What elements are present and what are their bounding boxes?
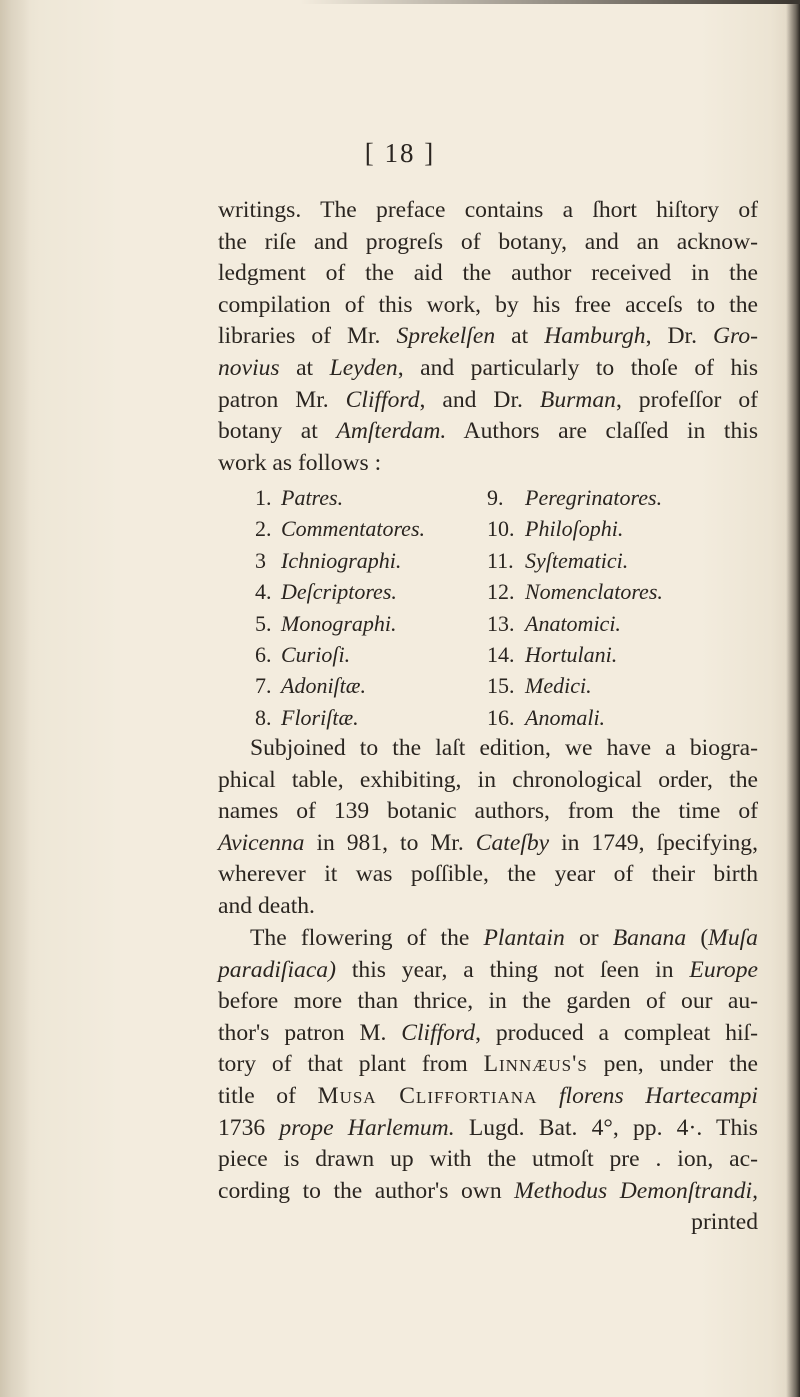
text-run: ·. This [688,1114,758,1141]
title-florens-hartecampi: florens Hartecampi [559,1082,758,1109]
text-run [537,1083,559,1109]
text-line [218,1018,758,1050]
text-line: ledgment of the aid the author received in the [218,260,758,287]
text-run: patron Mr. [218,386,346,413]
list-item [487,702,663,733]
text-line: the riſe and progreſs of botany, and an acknow- [218,228,758,255]
text-line: work as follows : [218,449,382,476]
text-line: phical table, exhibiting, in chronological order, the [218,766,758,793]
paragraph-banana-flowering [218,923,758,1239]
name-clifford: Clifford [345,386,420,413]
item-number: 15. [487,673,515,699]
item-name: Anomali. [525,704,606,730]
item-name: Commentatores. [281,516,426,542]
text-line [218,321,758,353]
text-line [218,1081,758,1113]
item-number: 7. [255,673,272,699]
text-line [218,1049,758,1081]
page-right-edge [786,0,800,1397]
place-amsterdam: Amſterdam. [336,418,447,445]
item-name: Nomenclatores. [525,579,663,605]
page-number: [ 18 ] [364,138,436,168]
name-gronovius-start: Gro- [713,323,758,350]
text-line [218,828,758,860]
list-item [255,702,425,733]
item-name: Monographi. [281,610,397,636]
item-number: 4. [255,579,272,605]
catchword: printed [691,1209,758,1236]
name-avicenna: Avicenna [218,829,305,856]
text-run: in 981, to Mr. [304,829,476,856]
text-run: The flowering of the [250,925,484,951]
item-number: 1. [255,485,272,510]
text-run: Authors are claſſed in this [446,418,758,445]
page-left-shadow [0,0,30,1397]
place-leyden: Leyden [329,354,398,381]
item-name: Medici. [525,673,592,699]
paragraph-preface [218,195,758,479]
text-line: names of 139 botanic authors, from the time of [218,798,758,825]
name-clifford: Clifford [401,1019,476,1046]
item-number: 5. [255,610,272,636]
list-item [255,482,425,513]
name-gronovius-end: novius [218,354,280,381]
text-run: pen, under the [587,1051,758,1078]
item-name: Ichniographi. [281,547,402,573]
term-plantain: Plantain [483,925,565,951]
text-line: and death. [218,892,315,919]
text-run: or [564,925,613,951]
title-prope-harlemum: prope Harlemum. [279,1114,455,1141]
text-line [218,1176,758,1208]
list-item [487,482,663,513]
list-item [255,513,425,544]
item-name: Philoſophi. [525,516,624,542]
text-line [218,923,758,955]
title-methodus-demonstrandi: Methodus Demonſtrandi, [514,1177,758,1204]
item-name: Floriſtæ. [281,704,359,730]
name-sprekelsen: Sprekelſen [396,323,496,350]
item-name: Peregrinatores. [525,485,663,510]
text-run: , and particularly to thoſe of his [397,354,759,381]
text-line [218,416,758,448]
list-item [487,545,663,576]
item-name: Hortulani. [525,642,618,668]
item-number: 16. [487,704,515,730]
term-paradisiaca: paradiſiaca) [218,956,336,983]
text-run: Lugd. Bat. 4°, pp. 4 [454,1114,689,1141]
item-number: 8. [255,704,272,730]
item-name: Patres. [281,485,344,510]
text-run: thor's patron M. [218,1019,402,1046]
text-run: , and Dr. [419,386,540,413]
list-item [255,670,425,701]
item-number: 12. [487,579,515,605]
list-item [255,576,425,607]
paragraph-biographical-table [218,733,758,923]
text-run: cording to the author's own [218,1177,515,1204]
title-musa-cliffortiana: Musa Cliffortiana [317,1082,538,1109]
item-number: 2. [255,516,272,542]
text-line: piece is drawn up with the utmoſt pre . ion, ac- [218,1146,758,1173]
text-line [218,353,758,385]
author-classes-column-right [487,482,663,733]
text-run: tory of that plant from [218,1051,484,1078]
item-number: 6. [255,642,272,668]
text-line: writings. The preface contains a ſhort hiſtory of [218,197,758,223]
item-number: 13. [487,610,515,636]
place-europe: Europe [689,956,758,983]
list-item [255,608,425,639]
text-run: this year, a thing not ſeen in [335,956,690,983]
item-number: 10. [487,516,515,542]
text-line [218,1113,758,1145]
author-classes-column-left [255,482,425,733]
text-line: before more than thrice, in the garden of our au- [218,988,758,1015]
text-run: ( [686,925,709,951]
item-name: Syſtematici. [525,547,629,573]
text-run: 1736 [218,1114,280,1141]
text-run: in 1749, ſpecifying, [549,829,759,856]
name-burman: Burman [539,386,616,413]
term-musa: Muſa [708,925,758,951]
text-line: wherever it was poſſible, the year of their birth [218,861,758,888]
item-number: 9. [487,485,504,510]
item-number: 3 [255,547,266,573]
text-run: title of [218,1082,318,1109]
text-line [218,955,758,987]
text-run: , Dr. [645,323,713,350]
text-run: libraries of Mr. [218,323,397,350]
text-run: at [495,323,545,350]
list-item [255,545,425,576]
item-name: Curioſi. [281,642,351,668]
list-item [487,639,663,670]
text-line [218,385,758,417]
text-line: Subjoined to the laſt edition, we have a biogra- [250,735,758,761]
text-run: , produced a compleat hiſ- [475,1019,758,1046]
text-run: at [279,354,330,381]
text-run: , profeſſor of [615,386,758,413]
item-number: 14. [487,642,515,668]
item-name: Adoniſtæ. [281,673,366,699]
list-item [255,639,425,670]
text-line: compilation of this work, by his free acceſs to the [218,291,758,318]
text-run: botany at [218,418,337,445]
item-name: Anatomici. [525,610,621,636]
name-linnaeus: Linnæus's [483,1051,588,1078]
term-banana: Banana [612,925,687,951]
list-item [487,576,663,607]
item-number: 11. [487,547,514,573]
page-top-edge [300,0,800,4]
list-item [487,513,663,544]
list-item [487,670,663,701]
list-item [487,608,663,639]
item-name: Deſcriptores. [281,579,397,605]
name-catesby: Cateſby [475,829,550,856]
place-hamburgh: Hamburgh [544,323,646,350]
